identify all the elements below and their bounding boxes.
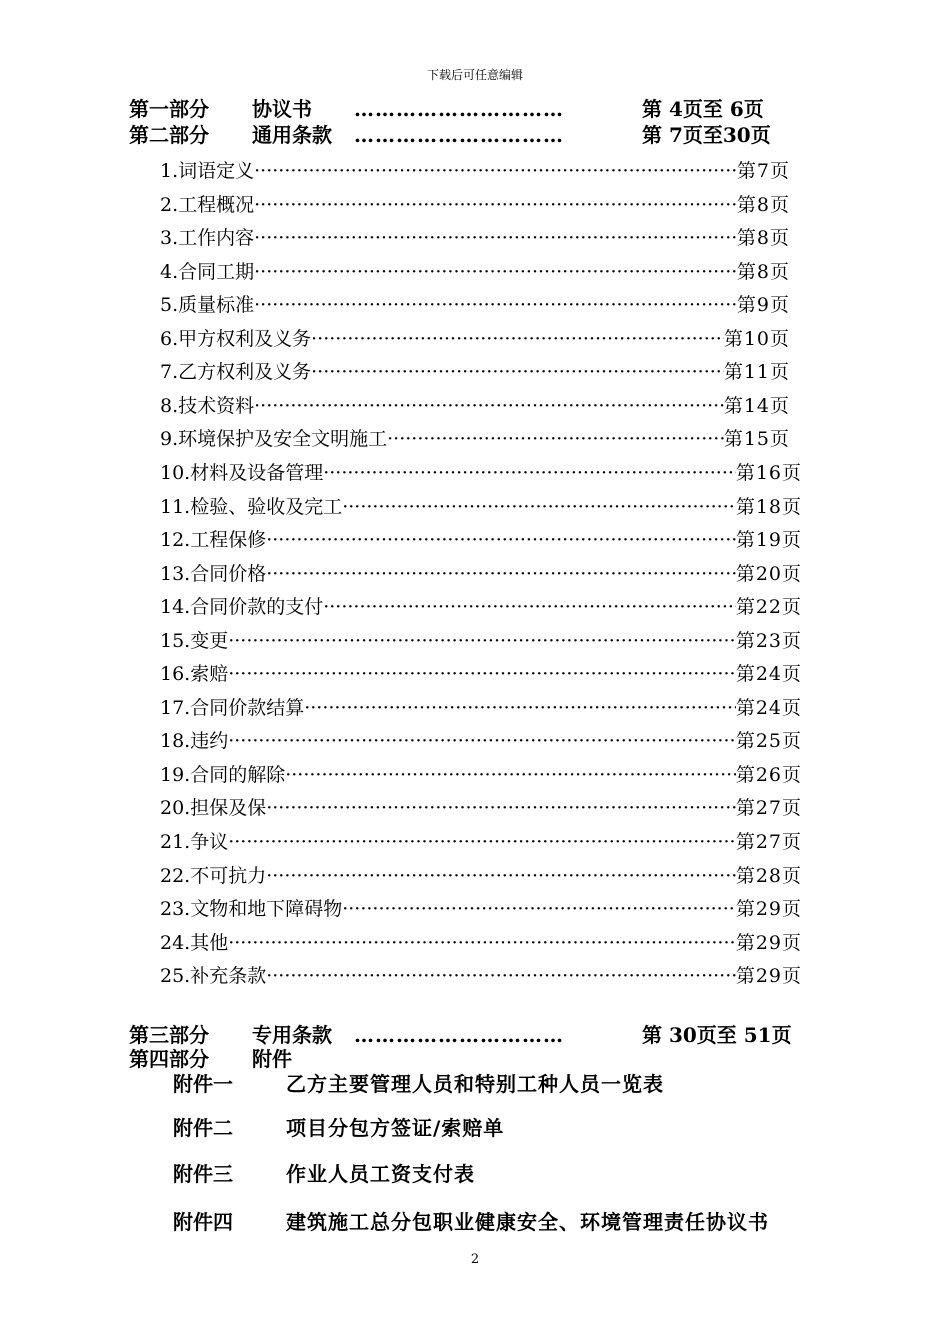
- toc-item[interactable]: [160, 459, 802, 487]
- toc-leader-dots: [323, 459, 736, 487]
- toc-item-label: 20.担保及保: [160, 797, 267, 820]
- toc-leader-dots: [304, 694, 736, 722]
- toc-item[interactable]: [160, 929, 802, 957]
- toc-item-page: 第28页: [735, 864, 802, 887]
- toc-item-page: 第11页: [723, 361, 790, 384]
- part-pages: 第 7页至30页: [642, 123, 771, 147]
- toc-item-page: 第23页: [735, 629, 802, 652]
- part-name: 第四部分: [129, 1047, 209, 1071]
- part-pages: 第 4页至 6页: [642, 97, 764, 121]
- toc-item-page: 第14页: [723, 394, 790, 417]
- toc-item[interactable]: [160, 224, 790, 252]
- toc-item[interactable]: [160, 895, 802, 923]
- toc-item-page: 第8页: [736, 260, 790, 283]
- part-name: 第一部分: [129, 97, 209, 121]
- toc-item-label: 2.工程概况: [160, 193, 255, 216]
- toc-item[interactable]: [160, 862, 802, 890]
- toc-leader-dots: [266, 862, 736, 890]
- toc-item[interactable]: [160, 660, 802, 688]
- toc-item[interactable]: [160, 157, 790, 185]
- toc-item-page: 第27页: [735, 831, 802, 853]
- page-number: 2: [470, 1252, 480, 1267]
- toc-item-page: 第29页: [735, 898, 802, 921]
- part-three-heading[interactable]: [129, 1022, 809, 1048]
- attachment-title: 作业人员工资支付表: [286, 1162, 475, 1186]
- toc-leader-dots: [285, 761, 736, 789]
- toc-item[interactable]: [160, 526, 802, 554]
- toc-item-label: 11.检验、验收及完工: [160, 495, 343, 518]
- toc-item-label: 6.甲方权利及义务: [160, 327, 312, 350]
- toc-item-label: 5.质量标准: [160, 294, 255, 317]
- toc-leader-dots: [266, 962, 736, 990]
- toc-item-page: 第18页: [735, 495, 802, 518]
- toc-leader-dots: [254, 157, 737, 185]
- toc-item[interactable]: [160, 493, 802, 521]
- attachment-name: 附件三: [173, 1162, 233, 1186]
- toc-item-label: 12.工程保修: [160, 529, 267, 552]
- toc-item-page: 第8页: [736, 227, 790, 250]
- part-name: 第二部分: [129, 123, 209, 147]
- part-leader: …………………………: [354, 123, 564, 147]
- toc-item-label: 19.合同的解除: [160, 763, 286, 786]
- toc-item-page: 第27页: [735, 797, 802, 820]
- toc-item-page: 第22页: [735, 596, 802, 619]
- toc-item-label: 1.词语定义: [160, 160, 255, 182]
- part-title: 协议书: [252, 97, 312, 121]
- toc-item-label: 3.工作内容: [160, 227, 255, 250]
- toc-item[interactable]: [160, 325, 790, 353]
- toc-item-page: 第20页: [735, 562, 802, 585]
- toc-item-label: 10.材料及设备管理: [160, 461, 324, 484]
- toc-item-page: 第7页: [736, 160, 790, 182]
- toc-leader-dots: [228, 727, 736, 755]
- part-one-heading[interactable]: [129, 96, 789, 122]
- page-header: 下载后可任意编辑: [426, 68, 523, 82]
- toc-item-label: 22.不可抗力: [160, 864, 267, 887]
- toc-item-page: 第16页: [735, 461, 802, 484]
- attachment-name: 附件一: [173, 1072, 233, 1096]
- toc-leader-dots: [254, 291, 737, 319]
- attachment-name: 附件四: [173, 1210, 233, 1234]
- toc-item[interactable]: [160, 560, 802, 588]
- part-leader: …………………………: [354, 97, 564, 121]
- toc-item-page: 第9页: [736, 294, 790, 317]
- toc-leader-dots: [266, 526, 736, 554]
- toc-leader-dots: [311, 358, 724, 386]
- toc-item[interactable]: [160, 392, 790, 420]
- toc-leader-dots: [254, 392, 724, 420]
- toc-item[interactable]: [160, 627, 802, 655]
- toc-item[interactable]: [160, 191, 790, 219]
- attachment-title: 建筑施工总分包职业健康安全、环境管理责任协议书: [286, 1210, 769, 1234]
- toc-item-page: 第24页: [735, 696, 802, 719]
- toc-leader-dots: [228, 627, 736, 655]
- toc-item[interactable]: [160, 962, 802, 990]
- toc-item-page: 第19页: [735, 529, 802, 552]
- toc-item-label: 24.其他: [160, 931, 229, 954]
- toc-item[interactable]: [160, 358, 790, 386]
- toc-leader-dots: [254, 191, 737, 219]
- toc-item[interactable]: [160, 828, 802, 856]
- toc-leader-dots: [254, 258, 737, 286]
- toc-item[interactable]: [160, 794, 802, 822]
- toc-leader-dots: [387, 425, 724, 453]
- toc-item-label: 15.变更: [160, 629, 229, 652]
- toc-leader-dots: [323, 593, 736, 621]
- part-title: 附件: [252, 1047, 292, 1071]
- toc-item[interactable]: [160, 593, 802, 621]
- toc-item[interactable]: [160, 761, 802, 789]
- toc-item[interactable]: [160, 727, 802, 755]
- part-two-heading[interactable]: [129, 122, 789, 148]
- toc-leader-dots: [266, 794, 736, 822]
- toc-item[interactable]: [160, 694, 802, 722]
- toc-leader-dots: [228, 828, 736, 856]
- toc-item-page: 第15页: [723, 428, 790, 451]
- toc-item-label: 18.违约: [160, 730, 229, 753]
- toc-item-label: 25.补充条款: [160, 965, 267, 988]
- toc-item-label: 9.环境保护及安全文明施工: [160, 428, 388, 451]
- part-name: 第三部分: [129, 1023, 209, 1047]
- toc-item-page: 第8页: [736, 193, 790, 216]
- toc-item-label: 17.合同价款结算: [160, 696, 305, 719]
- toc-leader-dots: [342, 493, 736, 521]
- toc-item-label: 23.文物和地下障碍物: [160, 898, 343, 921]
- toc-item[interactable]: [160, 291, 790, 319]
- toc-item-label: 7.乙方权利及义务: [160, 361, 312, 384]
- toc-leader-dots: [311, 325, 724, 353]
- attachment-title: 项目分包方签证/索赔单: [286, 1116, 505, 1140]
- toc-item-label: 14.合同价款的支付: [160, 596, 324, 619]
- toc-item-page: 第25页: [735, 730, 802, 753]
- toc-leader-dots: [228, 929, 736, 957]
- attachment-name: 附件二: [173, 1116, 233, 1140]
- part-leader: …………………………: [354, 1023, 564, 1047]
- toc-item-label: 8.技术资料: [160, 394, 255, 417]
- attachment-title: 乙方主要管理人员和特别工种人员一览表: [286, 1072, 664, 1096]
- toc-item[interactable]: [160, 258, 790, 286]
- toc-leader-dots: [266, 560, 736, 588]
- toc-item-page: 第24页: [735, 663, 802, 686]
- part-pages: 第 30页至 51页: [642, 1023, 792, 1047]
- part-title: 专用条款: [252, 1023, 332, 1047]
- toc-leader-dots: [254, 224, 737, 252]
- toc-leader-dots: [228, 660, 736, 688]
- part-title: 通用条款: [252, 123, 332, 147]
- toc-item-page: 第10页: [723, 327, 790, 350]
- toc-item-label: 4.合同工期: [160, 260, 255, 283]
- toc-item-page: 第29页: [735, 965, 802, 988]
- toc-item-page: 第29页: [735, 931, 802, 954]
- toc-item[interactable]: [160, 425, 790, 453]
- toc-item-label: 16.索赔: [160, 663, 229, 686]
- toc-item-label: 13.合同价格: [160, 562, 267, 585]
- toc-item-page: 第26页: [735, 763, 802, 786]
- toc-leader-dots: [342, 895, 736, 923]
- toc-item-label: 21.争议: [160, 831, 229, 853]
- part-four-heading[interactable]: [129, 1046, 529, 1072]
